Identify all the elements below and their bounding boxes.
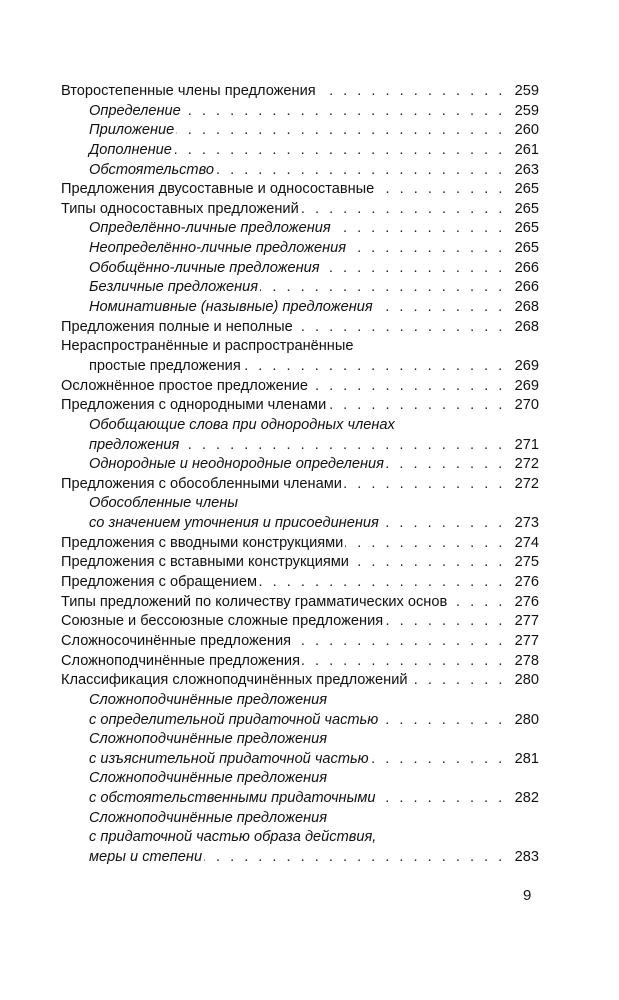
table-of-contents	[61, 82, 539, 868]
toc-entry	[61, 298, 539, 318]
toc-entry	[61, 219, 539, 239]
toc-entry	[61, 848, 539, 868]
toc-entry-title: Безличные предложения	[89, 279, 259, 296]
toc-entry	[61, 180, 539, 200]
toc-entry-page: 278	[511, 652, 539, 672]
toc-entry	[61, 239, 539, 259]
toc-entry-page: 265	[511, 219, 539, 239]
toc-entry-page: 272	[511, 455, 539, 475]
toc-entry-title: со значением уточнения и присоединения	[89, 515, 379, 532]
toc-entry-title: Сложносочинённые предложения	[61, 632, 292, 649]
toc-entry	[61, 809, 539, 829]
toc-entry	[61, 632, 539, 652]
toc-entry-title: Предложения с обращением	[61, 574, 257, 591]
toc-entry-page: 268	[511, 318, 539, 338]
toc-entry	[61, 436, 539, 456]
toc-entry-title: Предложения с однородными членами	[61, 397, 327, 414]
toc-entry-page: 266	[511, 278, 539, 298]
toc-entry-page: 268	[511, 298, 539, 318]
toc-entry-page: 272	[511, 475, 539, 495]
toc-entry-title: Типы односоставных предложений	[61, 200, 299, 217]
toc-entry-page: 280	[511, 711, 539, 731]
toc-entry-title: Определённо-личные предложения	[89, 220, 331, 237]
toc-entry	[61, 652, 539, 672]
toc-entry-title: с придаточной частью образа действия,	[89, 829, 377, 846]
toc-entry	[61, 161, 539, 181]
toc-entry	[61, 141, 539, 161]
toc-entry-page: 270	[511, 396, 539, 416]
toc-entry-page: 283	[511, 848, 539, 868]
toc-entry-page: 260	[511, 121, 539, 141]
toc-entry-title: Сложноподчинённые предложения	[89, 809, 328, 826]
toc-entry	[61, 750, 539, 770]
toc-entry	[61, 534, 539, 554]
toc-entry	[61, 730, 539, 750]
toc-entry-title: Осложнённое простое предложение	[61, 377, 309, 394]
toc-entry	[61, 357, 539, 377]
toc-entry-title: Обобщающие слова при однородных членах	[89, 416, 395, 433]
toc-entry	[61, 475, 539, 495]
toc-entry	[61, 318, 539, 338]
toc-entry-title: с обстоятельственными придаточными	[89, 790, 376, 807]
toc-entry-title: Обстоятельство	[89, 161, 215, 178]
toc-entry	[61, 416, 539, 436]
toc-entry-page: 275	[511, 553, 539, 573]
toc-entry	[61, 102, 539, 122]
toc-entry-title: Дополнение	[89, 141, 172, 158]
toc-entry-page: 280	[511, 671, 539, 691]
toc-entry	[61, 200, 539, 220]
toc-entry-title: Приложение	[89, 122, 175, 139]
toc-entry-page: 277	[511, 632, 539, 652]
toc-entry-title: Обобщённо-личные предложения	[89, 259, 320, 276]
toc-entry-title: Номинативные (назывные) предложения	[89, 299, 373, 316]
toc-entry	[61, 455, 539, 475]
toc-entry	[61, 573, 539, 593]
toc-entry-title: Обособленные члены	[89, 495, 238, 512]
toc-entry-page: 269	[511, 377, 539, 397]
toc-entry-title: Сложноподчинённые предложения	[89, 770, 328, 787]
toc-entry	[61, 691, 539, 711]
toc-entry	[61, 494, 539, 514]
toc-entry-page: 269	[511, 357, 539, 377]
toc-entry	[61, 612, 539, 632]
toc-entry-title: Нераспространённые и распространённые	[61, 338, 354, 355]
toc-entry-title: с изъяснительной придаточной частью	[89, 750, 369, 767]
toc-entry-page: 273	[511, 514, 539, 534]
toc-entry-page: 263	[511, 161, 539, 181]
toc-entry	[61, 121, 539, 141]
toc-entry-title: Предложения с вводными конструкциями	[61, 534, 344, 551]
toc-entry-page: 282	[511, 789, 539, 809]
toc-entry-title: Неопределённо-личные предложения	[89, 240, 347, 257]
toc-entry-title: меры и степени	[89, 848, 203, 865]
toc-entry	[61, 711, 539, 731]
toc-entry	[61, 337, 539, 357]
toc-entry	[61, 828, 539, 848]
toc-entry-title: Сложноподчинённые предложения	[89, 691, 328, 708]
toc-entry-page: 281	[511, 750, 539, 770]
toc-entry-title: Союзные и бессоюзные сложные предложения	[61, 613, 384, 630]
toc-entry-title: Однородные и неоднородные определения	[89, 456, 384, 473]
toc-entry-page: 261	[511, 141, 539, 161]
toc-entry-page: 277	[511, 612, 539, 632]
toc-entry-title: Предложения с обособленными членами	[61, 475, 342, 492]
toc-entry	[61, 396, 539, 416]
toc-entry-page: 265	[511, 239, 539, 259]
toc-entry-title: Предложения полные и неполные	[61, 318, 293, 335]
toc-entry-title: Классификация сложноподчинённых предложений	[61, 672, 408, 689]
toc-entry-title: Типы предложений по количеству грамматических основ	[61, 593, 448, 610]
toc-entry	[61, 789, 539, 809]
toc-entry-page: 265	[511, 180, 539, 200]
toc-entry-title: с определительной придаточной частью	[89, 711, 379, 728]
toc-entry-title: Сложноподчинённые предложения	[89, 731, 328, 748]
toc-entry-title: Предложения двусоставные и односоставные	[61, 181, 375, 198]
toc-entry	[61, 769, 539, 789]
toc-entry	[61, 82, 539, 102]
toc-entry-title: Определение	[89, 102, 181, 119]
page-number: 9	[523, 887, 532, 904]
toc-entry-page: 274	[511, 534, 539, 554]
toc-entry-page: 259	[511, 102, 539, 122]
toc-entry-title: Второстепенные члены предложения	[61, 83, 316, 99]
toc-entry-title: Предложения с вставными конструкциями	[61, 554, 349, 571]
toc-entry	[61, 278, 539, 298]
toc-entry-page: 276	[511, 593, 539, 613]
toc-entry	[61, 514, 539, 534]
toc-entry	[61, 259, 539, 279]
toc-entry-page: 266	[511, 259, 539, 279]
toc-entry	[61, 377, 539, 397]
toc-entry-page: 276	[511, 573, 539, 593]
toc-entry-page: 259	[511, 82, 539, 102]
toc-entry	[61, 671, 539, 691]
toc-entry-title: Сложноподчинённые предложения	[61, 652, 300, 669]
toc-entry	[61, 593, 539, 613]
toc-entry-title: предложения	[89, 436, 180, 453]
toc-entry-title: простые предложения	[89, 357, 241, 374]
toc-entry-page: 265	[511, 200, 539, 220]
toc-entry	[61, 553, 539, 573]
toc-entry-page: 271	[511, 436, 539, 456]
